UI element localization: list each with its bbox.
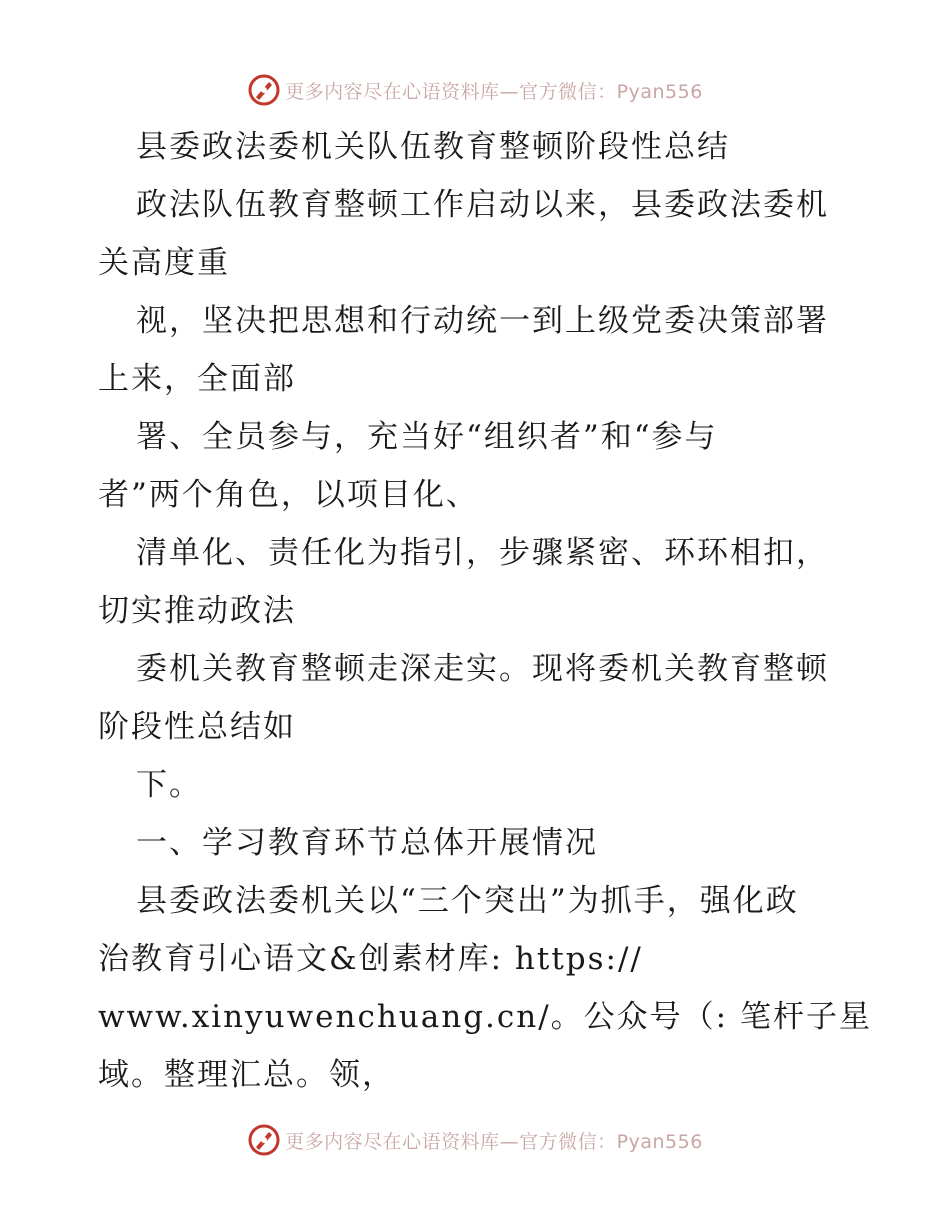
paragraph-line: 署、全员参与，充当好“组织者”和“参与 [136,419,718,455]
paragraph-line: 治教育引心语文&创素材库: https:// [98,941,643,977]
paragraph-line: 视，坚决把思想和行动统一到上级党委决策部署 [136,303,829,339]
paragraph-line: 关高度重 [98,245,230,281]
paragraph-line: 上来，全面部 [98,361,296,397]
paragraph-line: www.xinyuwenchuang.cn/。公众号（: 笔杆子星 [98,999,872,1035]
paragraph-line: 域。整理汇总。领， [98,1057,395,1093]
document-title: 县委政法委机关队伍教育整顿阶段性总结 [136,129,730,165]
logo-seal-icon [247,73,281,107]
footer-watermark [0,1120,950,1160]
header-watermark-text: 更多内容尽在心语资料库—官方微信：Pyan556 [285,80,703,103]
footer-watermark-text: 更多内容尽在心语资料库—官方微信：Pyan556 [285,1130,703,1153]
paragraph-line: 清单化、责任化为指引，步骤紧密、环环相扣， [136,535,829,571]
paragraph-line: 阶段性总结如 [98,709,296,745]
paragraph-line: 委机关教育整顿走深走实。现将委机关教育整顿 [136,651,829,687]
logo-seal-icon [247,1123,281,1157]
section-heading: 一、学习教育环节总体开展情况 [136,825,598,861]
paragraph-line: 县委政法委机关以“三个突出”为抓手，强化政 [136,883,799,919]
paragraph-line: 政法队伍教育整顿工作启动以来，县委政法委机 [136,187,829,223]
paragraph-line: 下。 [136,767,202,803]
header-watermark [0,70,950,110]
paragraph-line: 者”两个角色，以项目化、 [98,477,479,513]
paragraph-line: 切实推动政法 [98,593,296,629]
